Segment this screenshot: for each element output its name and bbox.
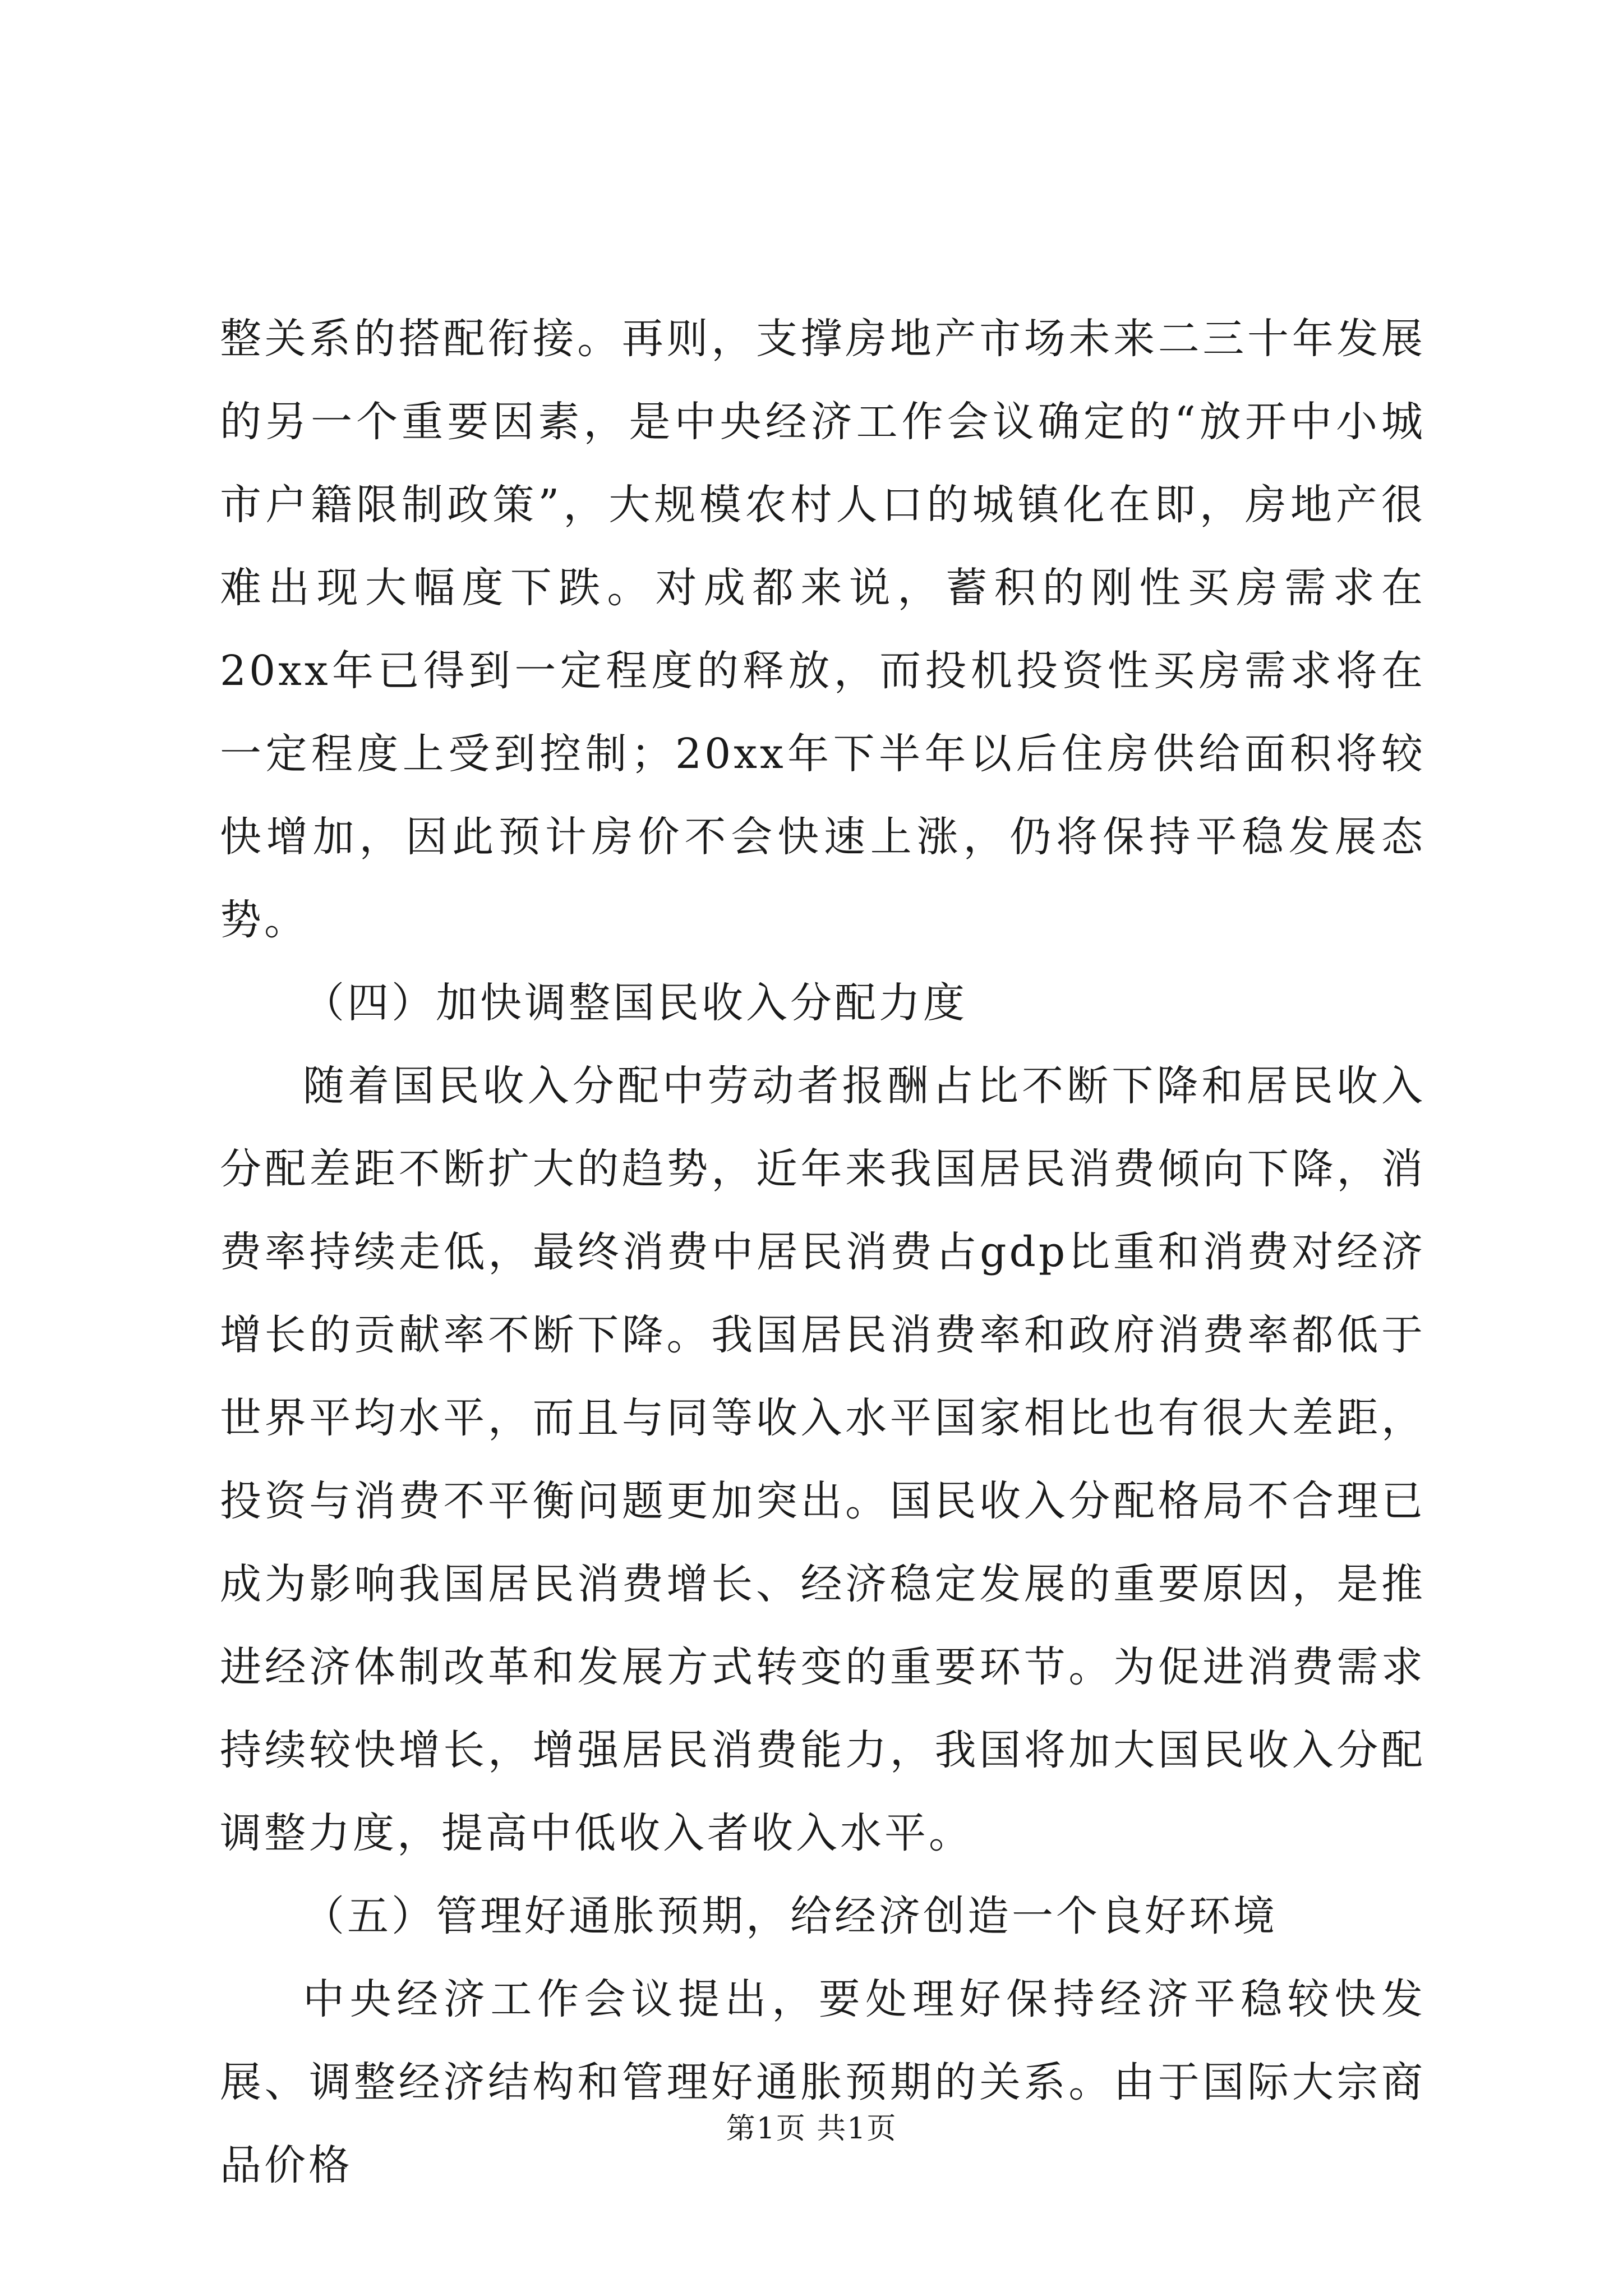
paragraph-section-5: 中央经济工作会议提出，要处理好保持经济平稳较快发展、调整经济结构和管理好通胀预期的关系。由于国际大宗商品价格 (220, 1975, 1426, 2189)
page-footer (0, 2105, 1623, 2147)
paragraph-continuation: 整关系的搭配衔接。再则，支撑房地产市场未来二三十年发展的另一个重要因素，是中央经济工作会议确定的“放开中小城市户籍限制政策”，大规模农村人口的城镇化在即，房地产很难出现大幅度下跌。对成都来说，蓄积的刚性买房需求在20xx年已得到一定程度的释放，而投机投资性买房需求将在一定程度上受到控制；20xx年下半年以后住房供给面积将较快增加，因此预计房价不会快速上涨，仍将保持平稳发展态势。 (220, 315, 1426, 944)
section-heading-4: （四）加快调整国民收入分配力度 (303, 979, 967, 1027)
paragraph-section-4: 随着国民收入分配中劳动者报酬占比不断下降和居民收入分配差距不断扩大的趋势，近年来我国居民消费倾向下降，消费率持续走低，最终消费中居民消费占gdp比重和消费对经济增长的贡献率不断下降。我国居民消费率和政府消费率都低于世界平均水平，而且与同等收入水平国家相比也有很大差距，投资与消费不平衡问题更加突出。国民收入分配格局不合理已成为影响我国居民消费增长、经济稳定发展的重要原因，是推进经济体制改革和发展方式转变的重要环节。为促进消费需求持续较快增长，增强居民消费能力，我国将加大国民收入分配调整力度，提高中低收入者收入水平。 (220, 1062, 1426, 1857)
section-heading-5: （五）管理好通胀预期，给经济创造一个良好环境 (303, 1892, 1278, 1940)
page-number: 第1页 共1页 (726, 2112, 897, 2146)
document-body (220, 297, 1426, 2207)
